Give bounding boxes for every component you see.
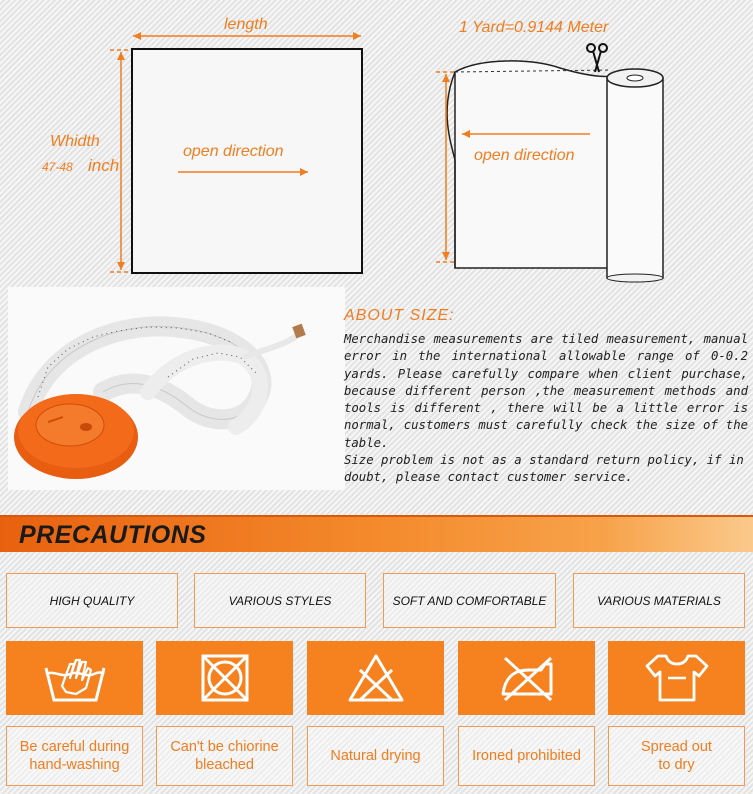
caption-line: Spread out (641, 739, 712, 755)
caption-line: hand-washing (29, 757, 120, 773)
caption-line: Can't be chiorine (170, 739, 279, 755)
no-bleach-icon (197, 650, 253, 706)
care-tile-no-bleach (156, 641, 293, 715)
care-tile-natural-drying (307, 641, 444, 715)
width-range: 47-48 (42, 160, 73, 174)
about-paragraph-1: Merchandise measurements are tiled measurement, manual error in the international allowable range of 0-0.2 yards. Please carefully compare when client purchase, because different person ,the measurement methods and tools is different , there will be a little error is normal, customers must carefully check the size of the table. (344, 332, 748, 450)
caption-line: Be careful during (19, 739, 130, 755)
caption-line: Ironed prohibited (472, 748, 581, 764)
caption-no-bleach (156, 726, 293, 786)
feature-soft-comfortable: SOFT AND COMFORTABLE (383, 573, 556, 628)
feature-various-styles: VARIOUS STYLES (194, 573, 366, 628)
open-direction-left: open direction (183, 143, 284, 160)
hand-wash-icon (40, 650, 110, 706)
about-size-title: ABOUT SIZE: (344, 307, 455, 324)
care-tile-spread-dry (608, 641, 745, 715)
length-label: length (224, 16, 268, 33)
precautions-title: PRECAUTIONS (19, 521, 207, 549)
spread-dry-icon (644, 650, 710, 706)
feature-various-materials: VARIOUS MATERIALS (573, 573, 745, 628)
tape-measure-photo (8, 287, 345, 490)
caption-spread-dry (608, 726, 745, 786)
care-tile-hand-wash (6, 641, 143, 715)
yard-conversion-label: 1 Yard=0.9144 Meter (459, 19, 609, 36)
caption-hand-wash (6, 726, 143, 786)
feature-high-quality: HIGH QUALITY (6, 573, 178, 628)
caption-line: to dry (658, 757, 695, 773)
care-tile-no-iron (458, 641, 595, 715)
width-unit: inch (88, 156, 120, 175)
caption-line: Natural drying (330, 748, 421, 764)
caption-natural-drying (307, 726, 444, 786)
open-direction-right: open direction (474, 147, 575, 164)
caption-no-iron (458, 726, 595, 786)
banner-top-rule (0, 515, 753, 517)
no-iron-icon (495, 650, 559, 706)
dimension-lines (0, 0, 753, 290)
scissors-icon (584, 40, 610, 76)
about-paragraph-2: Size problem is not as a standard return policy, if in doubt, please contact customer service. (344, 453, 744, 485)
caption-line: bleached (195, 757, 254, 773)
width-label: Whidth (50, 133, 100, 150)
about-size-text (344, 331, 748, 487)
natural-drying-icon (346, 650, 406, 706)
